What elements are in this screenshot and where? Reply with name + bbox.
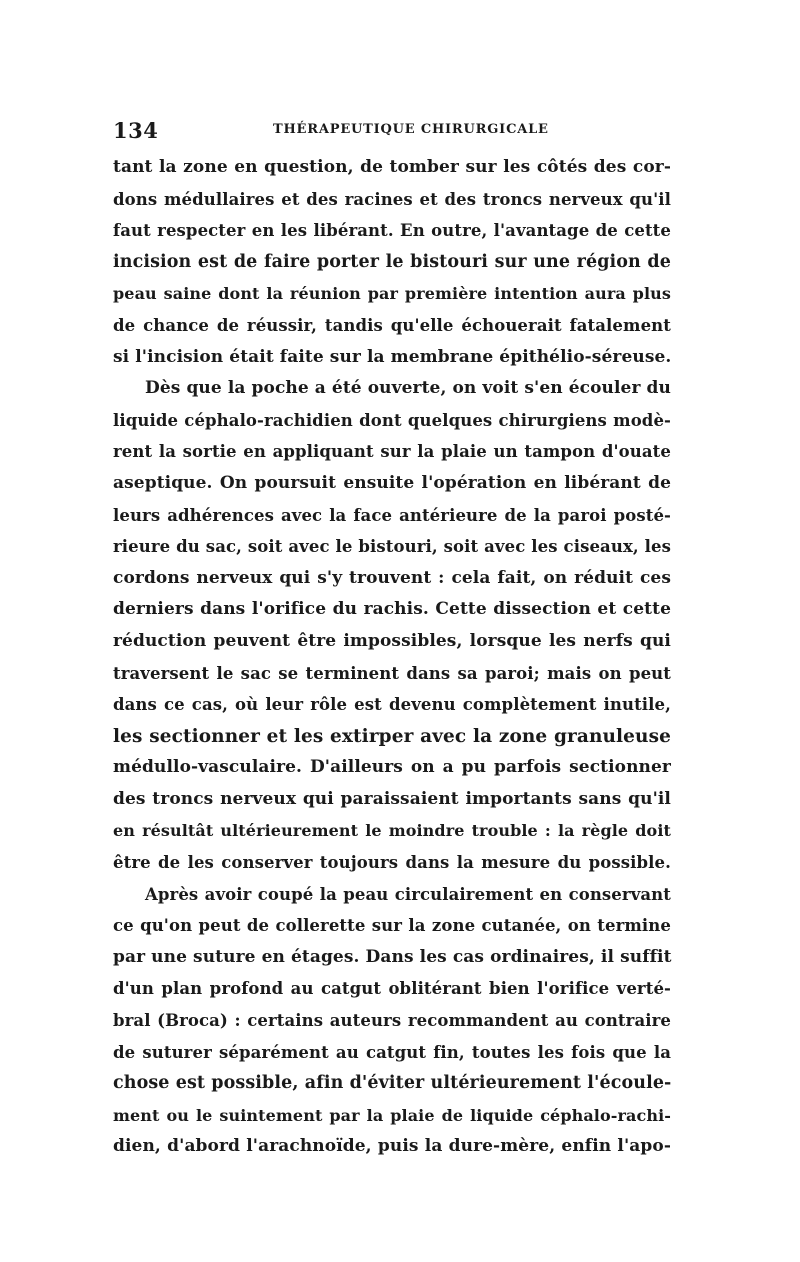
running-head: THÉRAPEUTIQUE CHIRURGICALE [273, 122, 549, 137]
page-number: 134 [113, 118, 159, 143]
text-line: cordons nerveux qui s'y trouvent : cela fait, on réduit ces [113, 567, 671, 588]
text-line: rent la sortie en appliquant sur la plaie un tampon d'ouate [113, 442, 671, 462]
text-line: traversent le sac se terminent dans sa paroi; mais on peut [113, 663, 671, 683]
text-line: dans ce cas, où leur rôle est devenu complètement inutile, [113, 695, 671, 715]
text-line: bral (Broca) : certains auteurs recommandent au contraire [113, 1011, 671, 1031]
text-line: tant la zone en question, de tomber sur les côtés des cor- [113, 157, 671, 177]
text-line: médullo-vasculaire. D'ailleurs on a pu parfois sectionner [113, 757, 671, 778]
paragraph-start-line: Dès que la poche a été ouverte, on voit s'en écouler du [145, 378, 671, 399]
text-line: faut respecter en les libérant. En outre, l'avantage de cette [113, 221, 671, 241]
text-line: d'un plan profond au catgut oblitérant bien l'orifice verté- [113, 979, 671, 999]
text-line: dons médullaires et des racines et des troncs nerveux qu'il [113, 189, 671, 209]
text-line: peau saine dont la réunion par première intention aura plus [113, 284, 671, 304]
page-header [113, 118, 671, 144]
text-line: incision est de faire porter le bistouri sur une région de [113, 251, 671, 272]
text-line: des troncs nerveux qui paraissaient importants sans qu'il [113, 788, 671, 809]
text-line: les sectionner et les extirper avec la zone granuleuse [113, 725, 671, 747]
text-line: aseptique. On poursuit ensuite l'opération en libérant de [113, 472, 671, 493]
body-text [113, 152, 671, 1163]
text-line: rieure du sac, soit avec le bistouri, soit avec les ciseaux, les [113, 537, 671, 557]
text-line: dien, d'abord l'arachnoïde, puis la dure-mère, enfin l'apo- [113, 1136, 671, 1157]
text-line: par une suture en étages. Dans les cas ordinaires, il suffit [113, 946, 672, 967]
text-line: être de les conserver toujours dans la mesure du possible. [113, 853, 671, 873]
text-line: ment ou le suintement par la plaie de liquide céphalo-rachi- [113, 1105, 671, 1125]
text-line: de chance de réussir, tandis qu'elle échouerait fatalement [113, 315, 671, 335]
text-line: réduction peuvent être impossibles, lorsque les nerfs qui [113, 630, 671, 651]
text-line: leurs adhérences avec la face antérieure de la paroi posté- [113, 505, 671, 525]
text-line: en résultât ultérieurement le moindre trouble : la règle doit [113, 821, 671, 841]
text-line: liquide céphalo-rachidien dont quelques chirurgiens modè- [113, 410, 671, 430]
text-line: si l'incision était faite sur la membrane épithélio-séreuse. [113, 346, 672, 367]
text-line: ce qu'on peut de collerette sur la zone cutanée, on termine [113, 916, 671, 936]
text-line: derniers dans l'orifice du rachis. Cette dissection et cette [113, 599, 671, 620]
text-line: chose est possible, afin d'éviter ultérieurement l'écoule- [113, 1073, 672, 1094]
paragraph-start-line: Après avoir coupé la peau circulairement en conservant [145, 884, 671, 904]
text-line: de suturer séparément au catgut fin, toutes les fois que la [113, 1042, 671, 1062]
